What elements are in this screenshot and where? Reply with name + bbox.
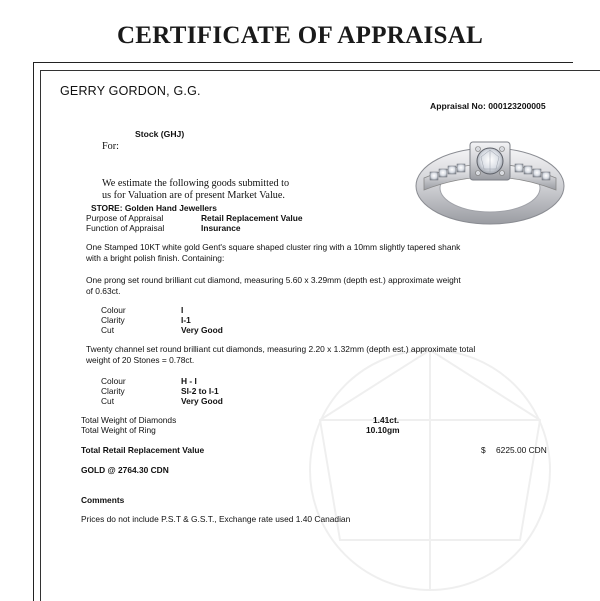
store-name: STORE: Golden Hand Jewellers (91, 203, 217, 213)
function-value: Insurance (201, 223, 241, 233)
diamond-watermark-icon (270, 330, 590, 600)
function-label: Function of Appraisal (86, 223, 165, 233)
comments-text: Prices do not include P.S.T & G.S.T., Exchange rate used 1.40 Canadian (81, 514, 351, 524)
ring-photo (412, 124, 568, 232)
purpose-value: Retail Replacement Value (201, 213, 303, 223)
appraisal-number: Appraisal No: 000123200005 (430, 101, 546, 111)
side-colour-value: H - I (181, 376, 197, 386)
purpose-label: Purpose of Appraisal (86, 213, 164, 223)
total-retail-value: 6225.00 CDN (496, 445, 547, 455)
ring-description (86, 242, 526, 263)
center-clarity-value: I-1 (181, 315, 191, 325)
side-cut-label: Cut (101, 396, 115, 406)
center-clarity-label: Clarity (101, 315, 125, 325)
total-diamonds-value: 1.41ct. (373, 415, 400, 425)
gold-price: GOLD @ 2764.30 CDN (81, 465, 169, 475)
description-line-2: with a bright polish finish. Containing: (86, 252, 225, 263)
stock-code: Stock (GHJ) (135, 129, 185, 139)
side-clarity-label: Clarity (101, 386, 125, 396)
estimate-statement (102, 178, 289, 202)
center-colour-value: I (181, 305, 184, 315)
side-clarity-value: SI-2 to I-1 (181, 386, 219, 396)
side-colour-label: Colour (101, 376, 126, 386)
comments-heading: Comments (81, 495, 125, 505)
total-retail-currency: $ (481, 445, 486, 455)
description-line-1: One Stamped 10KT white gold Gent's square shaped cluster ring with a 10mm slightly tapered shank (86, 242, 461, 252)
estimate-line-1: We estimate the following goods submitted to (102, 178, 290, 189)
center-stone-line-2: of 0.63ct. (86, 285, 121, 296)
center-cut-value: Very Good (181, 325, 223, 335)
for-label: For: (102, 141, 119, 152)
center-stone-description (86, 275, 526, 296)
center-colour-label: Colour (101, 305, 126, 315)
certificate-title: CERTIFICATE OF APPRAISAL (116, 22, 484, 49)
total-retail-label: Total Retail Replacement Value (81, 445, 205, 455)
center-stone-line-1: One prong set round brilliant cut diamond, measuring 5.60 x 3.29mm (depth est.) approximate weight (86, 275, 461, 285)
center-cut-label: Cut (101, 325, 115, 335)
total-ring-label: Total Weight of Ring (81, 425, 156, 435)
side-cut-value: Very Good (181, 396, 223, 406)
side-stones-line-2: weight of 20 Stones = 0.78ct. (86, 354, 195, 365)
total-ring-value: 10.10gm (366, 425, 400, 435)
appraiser-name: GERRY GORDON, G.G. (60, 84, 201, 98)
estimate-line-2: us for Valuation are of present Market Value. (102, 190, 285, 201)
side-stones-description (86, 344, 526, 365)
total-diamonds-label: Total Weight of Diamonds (81, 415, 177, 425)
side-stones-line-1: Twenty channel set round brilliant cut diamonds, measuring 2.20 x 1.32mm (depth est.) approximate total (86, 344, 476, 354)
